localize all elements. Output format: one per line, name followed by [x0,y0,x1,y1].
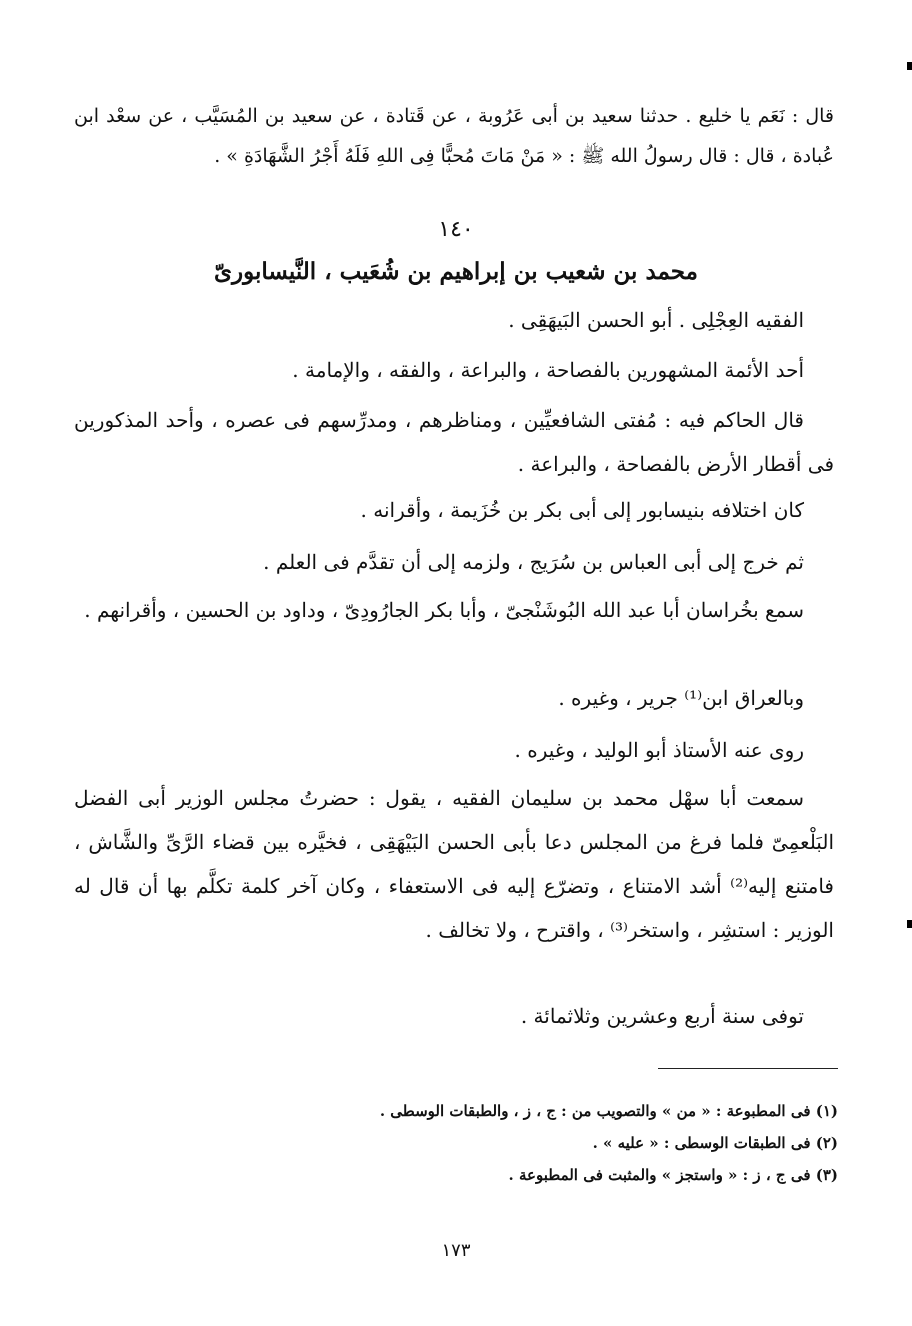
footnote-1: (١) فى المطبوعة : « من » والتصويب من : ج ، ز ، والطبقات الوسطى . [379,1102,838,1120]
paragraph-death: توفى سنة أربع وعشرين وثلاثمائة . [520,1004,804,1028]
entry-number: ١٤٠ [438,217,474,242]
footnote-3: (٣) فى ج ، ز : « واستجز » والمثبت فى المطبوعة . [508,1166,838,1184]
scan-edge-mark-middle [907,920,912,928]
footnote-2: (٢) فى الطبقات الوسطى : « عليه » . [592,1134,838,1152]
paragraph-khurasan-teachers: سمع بخُراسان أبا عبد الله البُوشَنْجىّ ، وأبا بكر الجارُودِىّ ، وداود بن الحسين ، وأقرانهم . [84,598,804,622]
paragraph-description: أحد الأئمة المشهورين بالفصاحة ، والبراعة ، والفقه ، والإمامة . [292,358,804,382]
paragraph-nisba: الفقيه العِجْلِى . أبو الحسن البَيهَقِى . [508,308,804,332]
paragraph-ibn-surayj: ثم خرج إلى أبى العباس بن سُرَيج ، ولزمه إلى أن تقدَّم فى العلم . [263,550,804,574]
paragraph-hakim-quote: قال الحاكم فيه : مُفتى الشافعيِّين ، ومناظرهم ، ومدرِّسهم فى عصره ، وأحد المذكورين فى أقطار الأرض بالفصاحة ، والبراعة . [74,408,834,476]
footnote-divider [658,1068,838,1069]
paragraph-iraq: وبالعراق ابن⁽¹⁾ جرير ، وغيره . [558,686,804,710]
entry-title: محمد بن شعيب بن إبراهيم بن شُعَيب ، النَّيسابورىّ [214,258,698,285]
scan-edge-mark-top [907,62,912,70]
opening-text: قال : نَعَم يا خليع . حدثنا سعيد بن أبى عَرُوبة ، عن قَتادة ، عن سعيد بن المُسَيَّب ، عن سعْد ابن عُبادة ، قال : قال رسولُ الله ﷺ : « مَنْ مَاتَ مُحبًّا فِى اللهِ فَلَهُ أَجْرُ الشَّهَادَةِ » . [74,105,834,167]
page-number: ١٧٣ [441,1240,471,1261]
paragraph-vizier-story: سمعت أبا سهْل محمد بن سليمان الفقيه ، يقول : حضرتُ مجلس الوزير أبى الفضل البَلْعمِىّ فلما فرغ من المجلس دعا بأبى الحسن البَيْهَقِى ، فخيَّره بين قضاء الرَّىِّ والشَّاش ، فامتنع إليه⁽²⁾ أشد الامتناع ، وتضرّع إليه فى الاستعفاء ، وكان آخر كلمة تكلَّم بها أن قال له الوزير : استشِر ، واستخر⁽³⁾ ، واقترح ، ولا تخالف . [74,786,834,942]
paragraph-nishapur: كان اختلافه بنيسابور إلى أبى بكر بن خُزَيمة ، وأقرانه . [360,498,804,522]
paragraph-narrators: روى عنه الأستاذ أبو الوليد ، وغيره . [514,738,804,762]
